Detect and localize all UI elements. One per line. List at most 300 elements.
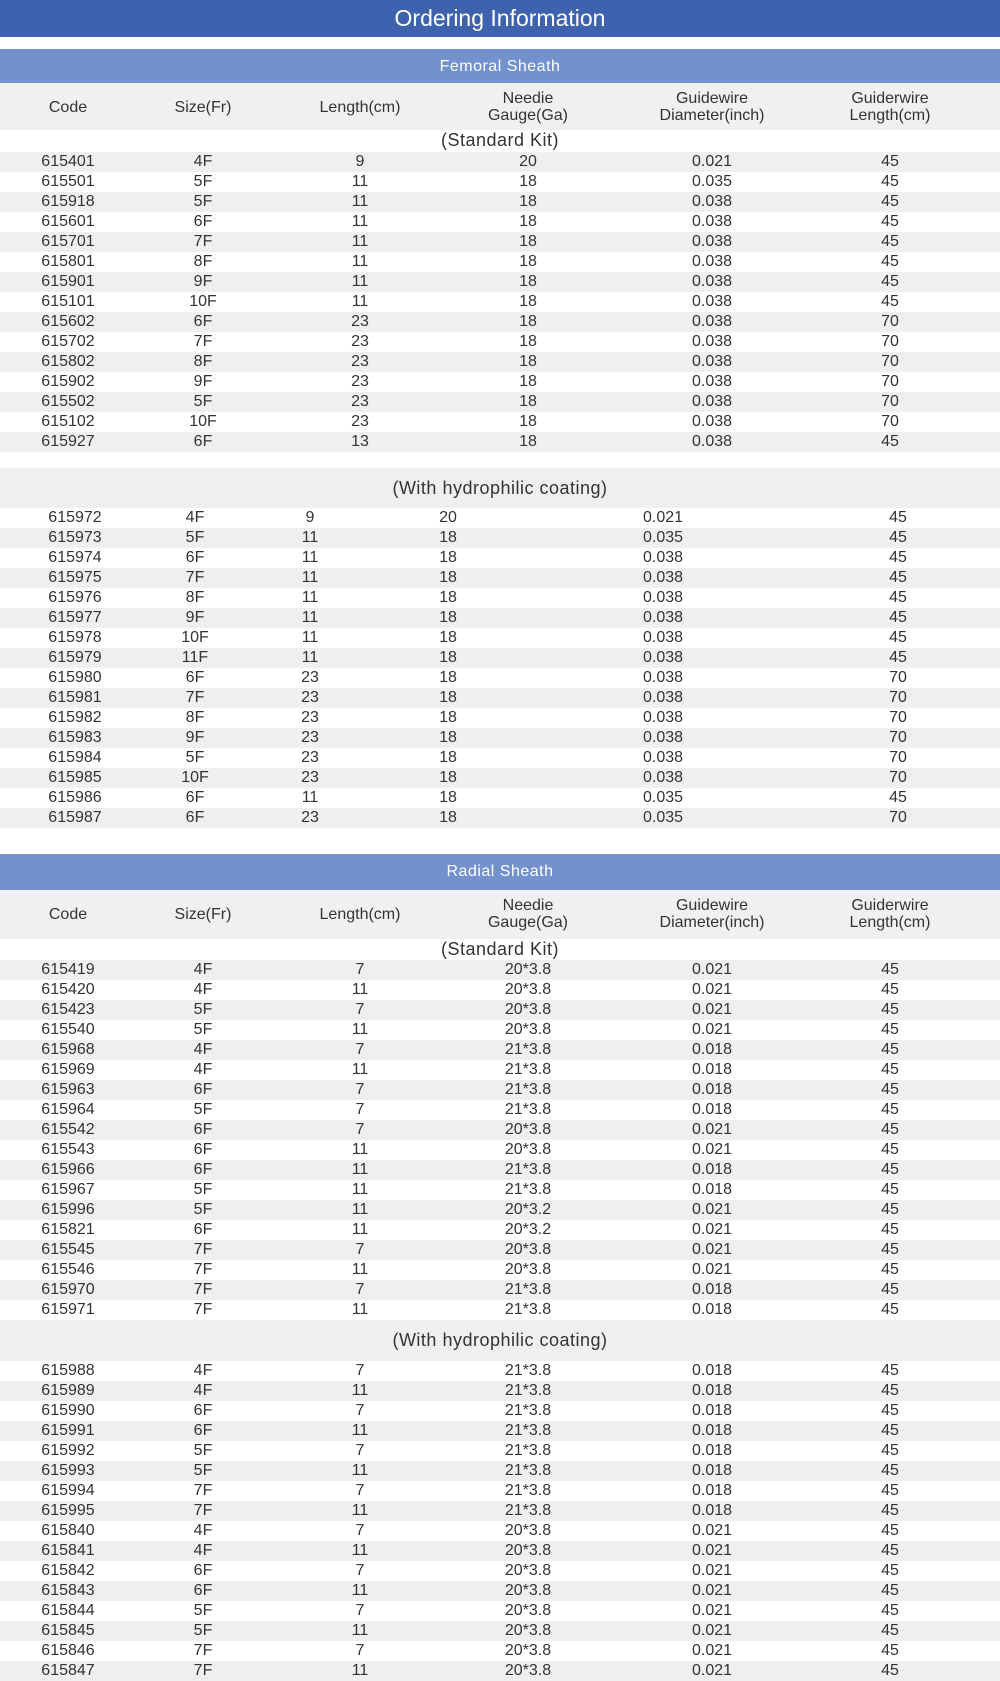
cell-size: 11F [181,649,209,666]
femoral-hydrophilic-label: (With hydrophilic coating) [0,468,1000,508]
cell-size: 6F [193,1221,213,1238]
cell-code: 615973 [48,529,102,546]
cell-length: 11 [351,1201,369,1218]
cell-guidewire-length: 70 [881,413,899,430]
cell-code: 615540 [41,1021,95,1038]
cell-size: 5F [193,1462,213,1479]
cell-size: 6F [193,1422,213,1439]
cell-length: 23 [351,353,369,370]
cell-guidewire-length: 70 [889,669,907,686]
table-row [0,980,1000,1000]
cell-guidewire-length: 45 [881,193,899,210]
cell-guidewire-diameter: 0.018 [691,1462,733,1479]
cell-code: 615971 [41,1301,95,1318]
cell-guidewire-diameter: 0.021 [691,1241,733,1258]
cell-code: 615995 [41,1502,95,1519]
cell-size: 4F [193,1061,213,1078]
cell-needle-gauge: 20*3.8 [504,1261,552,1278]
cell-length: 11 [351,253,369,270]
cell-needle-gauge: 18 [519,373,537,390]
cell-guidewire-length: 45 [889,569,907,586]
cell-size: 7F [193,1241,213,1258]
table-row [0,1481,1000,1501]
cell-guidewire-diameter: 0.038 [642,709,684,726]
cell-length: 23 [301,769,319,786]
cell-guidewire-diameter: 0.038 [642,629,684,646]
cell-guidewire-diameter: 0.038 [642,649,684,666]
cell-guidewire-length: 45 [881,1522,899,1539]
table-row [0,1220,1000,1240]
cell-guidewire-diameter: 0.038 [642,689,684,706]
cell-code: 615985 [48,769,102,786]
table-row [0,1601,1000,1621]
cell-size: 6F [193,213,213,230]
cell-size: 6F [193,1582,213,1599]
cell-guidewire-length: 45 [889,629,907,646]
cell-code: 615845 [41,1622,95,1639]
cell-needle-gauge: 21*3.8 [504,1502,552,1519]
femoral-hydrophilic-table [0,508,1000,828]
cell-needle-gauge: 21*3.8 [504,1181,552,1198]
radial-section-header: Radial Sheath [0,854,1000,890]
cell-guidewire-length: 45 [889,529,907,546]
cell-code: 615978 [48,629,102,646]
cell-guidewire-diameter: 0.021 [691,1141,733,1158]
cell-length: 11 [301,569,319,586]
cell-guidewire-length: 45 [881,1121,899,1138]
cell-length: 23 [301,749,319,766]
table-row [0,212,1000,232]
cell-guidewire-diameter: 0.038 [642,729,684,746]
cell-length: 11 [301,629,319,646]
cell-code: 615423 [41,1001,95,1018]
table-row [0,788,1000,808]
table-row [0,1521,1000,1541]
table-row [0,1621,1000,1641]
cell-guidewire-length: 45 [881,1502,899,1519]
cell-code: 615543 [41,1141,95,1158]
cell-code: 615984 [48,749,102,766]
cell-code: 615967 [41,1181,95,1198]
cell-length: 7 [355,1522,365,1539]
cell-needle-gauge: 20*3.8 [504,1662,552,1679]
cell-guidewire-length: 45 [889,589,907,606]
cell-guidewire-diameter: 0.021 [691,1261,733,1278]
cell-guidewire-diameter: 0.018 [691,1181,733,1198]
cell-guidewire-diameter: 0.018 [691,1301,733,1318]
cell-needle-gauge: 18 [519,233,537,250]
cell-size: 8F [185,709,205,726]
table-row [0,728,1000,748]
cell-guidewire-diameter: 0.035 [691,173,733,190]
cell-size: 6F [193,1402,213,1419]
cell-size: 7F [193,1502,213,1519]
cell-length: 11 [301,589,319,606]
cell-length: 11 [351,1221,369,1238]
cell-needle-gauge: 18 [439,689,457,706]
cell-guidewire-diameter: 0.018 [691,1081,733,1098]
cell-length: 23 [301,709,319,726]
cell-code: 615821 [41,1221,95,1238]
table-row [0,232,1000,252]
table-row [0,768,1000,788]
cell-size: 7F [193,233,213,250]
cell-needle-gauge: 21*3.8 [504,1462,552,1479]
cell-guidewire-length: 45 [889,549,907,566]
cell-length: 11 [351,1141,369,1158]
cell-needle-gauge: 20*3.2 [504,1221,552,1238]
cell-guidewire-length: 45 [881,233,899,250]
cell-code: 615420 [41,981,95,998]
cell-guidewire-diameter: 0.021 [691,1221,733,1238]
table-row [0,1100,1000,1120]
cell-guidewire-diameter: 0.018 [691,1041,733,1058]
cell-guidewire-diameter: 0.018 [691,1442,733,1459]
cell-code: 615966 [41,1161,95,1178]
cell-code: 615975 [48,569,102,586]
cell-size: 4F [193,961,213,978]
cell-size: 6F [193,1121,213,1138]
radial-standard-table [0,960,1000,1320]
cell-size: 6F [193,1562,213,1579]
cell-length: 11 [351,1161,369,1178]
cell-guidewire-length: 70 [889,749,907,766]
cell-guidewire-diameter: 0.018 [691,1382,733,1399]
table-row [0,192,1000,212]
cell-guidewire-diameter: 0.021 [691,1662,733,1679]
cell-size: 4F [193,1382,213,1399]
cell-size: 10F [189,413,217,430]
cell-size: 5F [193,1021,213,1038]
cell-length: 13 [351,433,369,450]
cell-size: 5F [193,1602,213,1619]
column-header-size: Size(Fr) [174,905,232,923]
table-row [0,1120,1000,1140]
cell-length: 9 [305,509,315,526]
cell-needle-gauge: 21*3.8 [504,1281,552,1298]
cell-size: 7F [185,569,205,586]
cell-code: 615546 [41,1261,95,1278]
cell-guidewire-length: 45 [881,1101,899,1118]
cell-length: 23 [351,313,369,330]
cell-guidewire-diameter: 0.038 [691,333,733,350]
cell-code: 615701 [41,233,95,250]
cell-guidewire-diameter: 0.038 [691,393,733,410]
cell-code: 615545 [41,1241,95,1258]
cell-size: 4F [193,981,213,998]
cell-guidewire-diameter: 0.038 [642,569,684,586]
cell-length: 7 [355,1602,365,1619]
cell-length: 11 [351,981,369,998]
cell-needle-gauge: 18 [439,709,457,726]
table-row [0,648,1000,668]
cell-needle-gauge: 18 [439,609,457,626]
cell-size: 8F [193,253,213,270]
cell-length: 11 [351,1662,369,1679]
cell-size: 6F [185,549,205,566]
table-row [0,172,1000,192]
cell-code: 615968 [41,1041,95,1058]
cell-size: 5F [193,1201,213,1218]
cell-size: 7F [193,1482,213,1499]
cell-guidewire-length: 45 [881,1021,899,1038]
cell-size: 5F [193,1442,213,1459]
cell-code: 615963 [41,1081,95,1098]
cell-needle-gauge: 18 [519,273,537,290]
cell-guidewire-diameter: 0.021 [691,1622,733,1639]
cell-needle-gauge: 18 [519,313,537,330]
cell-guidewire-diameter: 0.021 [691,961,733,978]
cell-size: 10F [181,769,209,786]
cell-guidewire-length: 45 [881,1482,899,1499]
cell-guidewire-diameter: 0.018 [691,1281,733,1298]
cell-length: 11 [351,233,369,250]
cell-size: 6F [193,433,213,450]
cell-guidewire-length: 70 [889,809,907,826]
cell-code: 615918 [41,193,95,210]
cell-size: 4F [185,509,205,526]
column-header-guidewire-diameter: Guidewire Diameter(inch) [659,897,765,931]
cell-guidewire-diameter: 0.038 [691,413,733,430]
cell-needle-gauge: 20*3.8 [504,1141,552,1158]
cell-needle-gauge: 18 [439,769,457,786]
cell-guidewire-length: 45 [881,1562,899,1579]
cell-guidewire-diameter: 0.021 [691,981,733,998]
cell-needle-gauge: 20*3.8 [504,1622,552,1639]
table-row [0,508,1000,528]
cell-guidewire-length: 45 [881,1301,899,1318]
cell-length: 23 [351,413,369,430]
table-row [0,1080,1000,1100]
cell-size: 9F [185,729,205,746]
cell-guidewire-length: 45 [881,1622,899,1639]
cell-code: 615994 [41,1482,95,1499]
table-row [0,312,1000,332]
cell-guidewire-length: 45 [881,1602,899,1619]
cell-guidewire-diameter: 0.018 [691,1061,733,1078]
cell-length: 11 [351,1382,369,1399]
column-header-code: Code [48,98,88,116]
cell-code: 615401 [41,153,95,170]
cell-guidewire-diameter: 0.038 [691,353,733,370]
table-row [0,1641,1000,1661]
cell-length: 11 [351,273,369,290]
cell-code: 615843 [41,1582,95,1599]
cell-size: 9F [193,373,213,390]
cell-length: 7 [355,1562,365,1579]
cell-guidewire-diameter: 0.038 [691,193,733,210]
table-row [0,292,1000,312]
cell-length: 11 [351,1181,369,1198]
cell-guidewire-length: 45 [881,1161,899,1178]
table-row [0,1260,1000,1280]
cell-guidewire-diameter: 0.038 [642,549,684,566]
cell-guidewire-length: 70 [881,393,899,410]
cell-guidewire-length: 45 [881,1081,899,1098]
cell-length: 23 [301,729,319,746]
cell-size: 5F [193,1622,213,1639]
cell-length: 23 [351,373,369,390]
table-row [0,1561,1000,1581]
cell-length: 11 [351,1462,369,1479]
cell-code: 615993 [41,1462,95,1479]
cell-needle-gauge: 18 [439,729,457,746]
cell-guidewire-diameter: 0.038 [642,589,684,606]
cell-guidewire-diameter: 0.021 [691,1642,733,1659]
cell-guidewire-length: 45 [889,649,907,666]
table-row [0,352,1000,372]
column-header-size: Size(Fr) [174,98,232,116]
cell-needle-gauge: 18 [439,649,457,666]
cell-size: 5F [193,393,213,410]
cell-needle-gauge: 18 [439,529,457,546]
cell-length: 7 [355,1241,365,1258]
cell-needle-gauge: 21*3.8 [504,1061,552,1078]
cell-guidewire-length: 70 [881,373,899,390]
cell-length: 7 [355,961,365,978]
cell-code: 615991 [41,1422,95,1439]
cell-guidewire-diameter: 0.018 [691,1502,733,1519]
cell-needle-gauge: 18 [439,809,457,826]
cell-guidewire-diameter: 0.018 [691,1422,733,1439]
column-header-guidewire-diameter: Guidewire Diameter(inch) [659,90,765,124]
cell-code: 615992 [41,1442,95,1459]
column-header-length: Length(cm) [319,98,401,116]
cell-length: 11 [351,1582,369,1599]
cell-size: 4F [193,1542,213,1559]
cell-needle-gauge: 20*3.8 [504,1241,552,1258]
cell-needle-gauge: 21*3.8 [504,1422,552,1439]
table-row [0,1661,1000,1681]
cell-length: 7 [355,1041,365,1058]
cell-code: 615976 [48,589,102,606]
cell-size: 5F [193,193,213,210]
cell-guidewire-length: 45 [889,789,907,806]
table-row [0,1300,1000,1320]
cell-guidewire-diameter: 0.021 [691,1201,733,1218]
cell-needle-gauge: 18 [519,413,537,430]
cell-length: 7 [355,1402,365,1419]
cell-needle-gauge: 18 [519,193,537,210]
cell-code: 615801 [41,253,95,270]
cell-code: 615982 [48,709,102,726]
table-row [0,1000,1000,1020]
cell-guidewire-diameter: 0.038 [642,669,684,686]
cell-needle-gauge: 20*3.8 [504,1542,552,1559]
cell-code: 615844 [41,1602,95,1619]
cell-guidewire-diameter: 0.021 [691,1522,733,1539]
cell-needle-gauge: 18 [519,253,537,270]
cell-guidewire-diameter: 0.038 [642,769,684,786]
table-row [0,688,1000,708]
cell-code: 615990 [41,1402,95,1419]
cell-code: 615802 [41,353,95,370]
table-row [0,748,1000,768]
cell-needle-gauge: 20*3.2 [504,1201,552,1218]
cell-code: 615902 [41,373,95,390]
cell-guidewire-length: 45 [881,273,899,290]
cell-needle-gauge: 20*3.8 [504,1602,552,1619]
cell-length: 23 [301,669,319,686]
cell-size: 6F [193,1141,213,1158]
cell-guidewire-diameter: 0.018 [691,1482,733,1499]
cell-guidewire-diameter: 0.018 [691,1161,733,1178]
column-header-needle-gauge: Needie Gauge(Ga) [487,90,569,124]
cell-size: 4F [193,153,213,170]
cell-guidewire-length: 45 [889,609,907,626]
cell-length: 7 [355,1121,365,1138]
table-row [0,708,1000,728]
column-header-needle-gauge: Needie Gauge(Ga) [487,897,569,931]
cell-guidewire-diameter: 0.038 [691,273,733,290]
cell-guidewire-length: 45 [881,1362,899,1379]
cell-size: 5F [193,173,213,190]
cell-guidewire-length: 45 [881,1462,899,1479]
cell-code: 615102 [41,413,95,430]
cell-needle-gauge: 21*3.8 [504,1442,552,1459]
cell-needle-gauge: 20*3.8 [504,1522,552,1539]
cell-guidewire-length: 45 [881,1442,899,1459]
cell-guidewire-diameter: 0.038 [642,749,684,766]
cell-length: 11 [351,293,369,310]
table-row [0,152,1000,172]
cell-needle-gauge: 18 [519,293,537,310]
cell-guidewire-length: 45 [881,213,899,230]
cell-code: 615501 [41,173,95,190]
cell-guidewire-length: 45 [881,1542,899,1559]
cell-needle-gauge: 18 [439,569,457,586]
cell-guidewire-length: 45 [881,1001,899,1018]
cell-size: 9F [193,273,213,290]
femoral-standard-kit-label: (Standard Kit) [0,130,1000,151]
cell-guidewire-length: 45 [881,1201,899,1218]
page-title: Ordering Information [0,0,1000,37]
cell-length: 11 [351,1542,369,1559]
cell-needle-gauge: 18 [439,629,457,646]
cell-size: 10F [189,293,217,310]
table-row [0,1401,1000,1421]
cell-size: 4F [193,1362,213,1379]
cell-needle-gauge: 21*3.8 [504,1041,552,1058]
table-row [0,668,1000,688]
cell-needle-gauge: 18 [519,173,537,190]
cell-size: 5F [185,529,205,546]
cell-code: 615419 [41,961,95,978]
cell-guidewire-length: 45 [881,253,899,270]
column-header-guidewire-length: Guiderwire Length(cm) [849,90,931,124]
table-row [0,588,1000,608]
table-row [0,628,1000,648]
cell-guidewire-diameter: 0.038 [691,313,733,330]
cell-length: 7 [355,1101,365,1118]
cell-needle-gauge: 18 [439,549,457,566]
cell-guidewire-diameter: 0.038 [691,233,733,250]
cell-guidewire-length: 70 [889,709,907,726]
table-row [0,808,1000,828]
cell-needle-gauge: 21*3.8 [504,1081,552,1098]
cell-length: 11 [351,1622,369,1639]
table-row [0,1040,1000,1060]
cell-length: 11 [351,1422,369,1439]
cell-code: 615502 [41,393,95,410]
cell-needle-gauge: 20*3.8 [504,1121,552,1138]
cell-needle-gauge: 20*3.8 [504,1582,552,1599]
table-row [0,412,1000,432]
cell-guidewire-length: 45 [881,1422,899,1439]
cell-guidewire-diameter: 0.035 [642,809,684,826]
cell-guidewire-diameter: 0.021 [691,1582,733,1599]
cell-code: 615840 [41,1522,95,1539]
